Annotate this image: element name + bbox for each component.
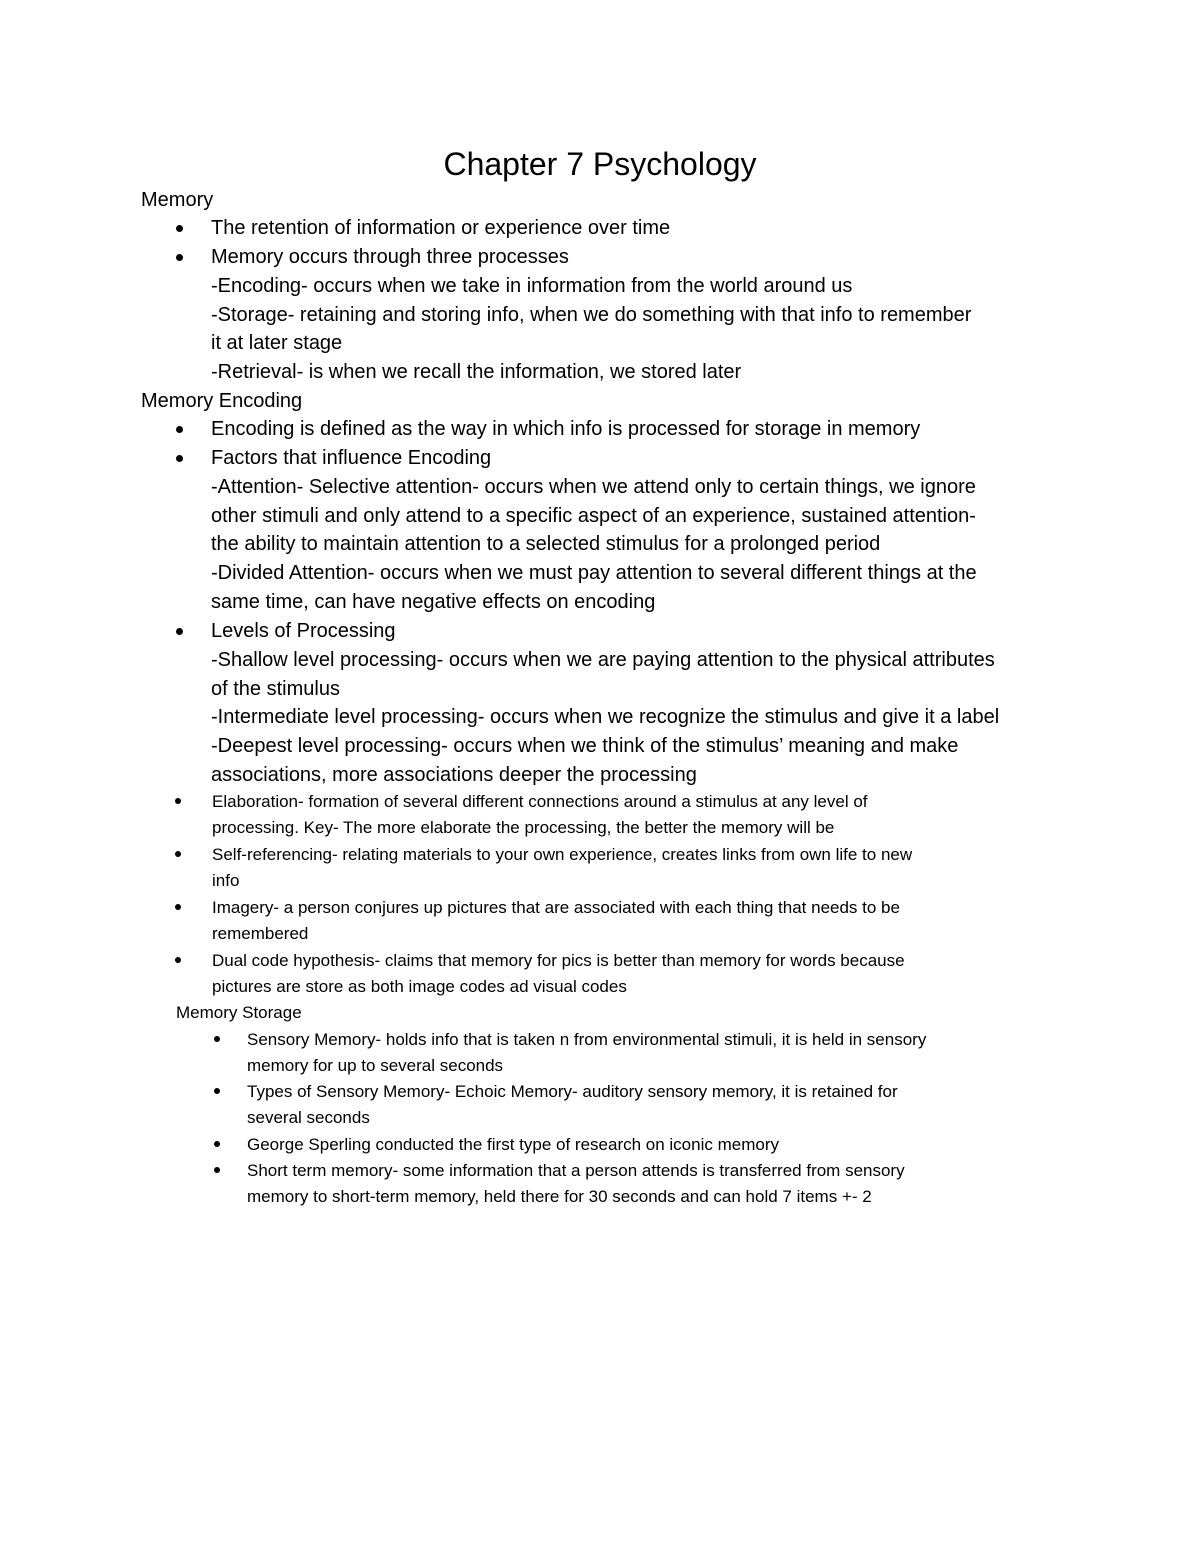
- list-item-line: other stimuli and only attend to a specific aspect of an experience, sustained attention-: [211, 504, 976, 527]
- list-item: [212, 842, 912, 894]
- section-heading-memory: Memory: [141, 189, 214, 211]
- list-item: [212, 948, 905, 1000]
- bullet-icon: [175, 957, 181, 963]
- bullet-icon: [214, 1167, 220, 1173]
- bullet-icon: [175, 904, 181, 910]
- bullet-icon: [176, 225, 183, 232]
- list-item: [247, 1027, 926, 1079]
- list-item-line: it at later stage: [211, 332, 343, 355]
- list-item-line: the ability to maintain attention to a selected stimulus for a prolonged period: [211, 533, 881, 556]
- bullet-icon: [214, 1036, 220, 1042]
- list-item-line: info: [212, 871, 240, 890]
- list-item-line: Levels of Processing: [211, 620, 396, 642]
- list-item-line: -Retrieval- is when we recall the information, we stored later: [211, 361, 742, 384]
- bullet-icon: [176, 426, 183, 433]
- bullet-icon: [176, 455, 183, 462]
- list-item-line: The retention of information or experience over time: [211, 217, 671, 239]
- list-item-line: -Encoding- occurs when we take in information from the world around us: [211, 274, 853, 297]
- list-item: [211, 214, 670, 243]
- list-item-line: memory for up to several seconds: [247, 1056, 504, 1075]
- bullet-icon: [176, 628, 183, 635]
- bullet-icon: [214, 1141, 220, 1147]
- list-item-line: -Intermediate level processing- occurs when we recognize the stimulus and give it a label: [211, 706, 1000, 729]
- list-item: [247, 1158, 905, 1210]
- list-item-line: several seconds: [247, 1108, 370, 1127]
- list-item: [211, 444, 977, 617]
- list-item-line: memory to short-term memory, held there for 30 seconds and can hold 7 items +- 2: [247, 1187, 872, 1206]
- list-item-line: Memory occurs through three processes: [211, 246, 569, 268]
- list-item-line: Short term memory- some information that a person attends is transferred from sensory: [247, 1161, 905, 1180]
- bullet-icon: [175, 851, 181, 857]
- page-title: Chapter 7 Psychology: [443, 146, 757, 182]
- list-item-line: -Storage- retaining and storing info, when we do something with that info to remember: [211, 303, 972, 326]
- list-item: [211, 243, 971, 387]
- list-item-line: Factors that influence Encoding: [211, 447, 492, 469]
- list-item-line: associations, more associations deeper the processing: [211, 763, 697, 786]
- section-heading-memory-encoding: Memory Encoding: [141, 390, 303, 412]
- list-item-line: George Sperling conducted the first type of research on iconic memory: [247, 1135, 779, 1154]
- list-item: [212, 895, 900, 947]
- list-item-line: Self-referencing- relating materials to your own experience, creates links from own life to new: [212, 845, 913, 864]
- section-heading-memory-storage: Memory Storage: [176, 1003, 302, 1022]
- list-item-line: Dual code hypothesis- claims that memory for pics is better than memory for words because: [212, 951, 905, 970]
- list-item-line: Encoding is defined as the way in which info is processed for storage in memory: [211, 418, 921, 440]
- list-item-line: Imagery- a person conjures up pictures that are associated with each thing that needs to be: [212, 898, 900, 917]
- list-item-line: of the stimulus: [211, 677, 340, 700]
- list-item: [247, 1079, 898, 1131]
- list-item-line: -Shallow level processing- occurs when we are paying attention to the physical attributes: [211, 648, 995, 671]
- list-item-line: same time, can have negative effects on encoding: [211, 590, 656, 613]
- list-item-line: remembered: [212, 924, 309, 943]
- list-item-line: Sensory Memory- holds info that is taken n from environmental stimuli, it is held in sensory: [247, 1030, 927, 1049]
- list-item-line: Elaboration- formation of several different connections around a stimulus at any level of: [212, 792, 868, 811]
- list-item-line: processing. Key- The more elaborate the processing, the better the memory will be: [212, 818, 835, 837]
- list-item-line: -Divided Attention- occurs when we must pay attention to several different things at the: [211, 562, 977, 585]
- bullet-icon: [175, 798, 181, 804]
- list-item-line: -Deepest level processing- occurs when we think of the stimulus’ meaning and make: [211, 735, 959, 758]
- list-item: [211, 617, 999, 790]
- bullet-icon: [176, 254, 183, 261]
- bullet-icon: [214, 1088, 220, 1094]
- list-item-line: pictures are store as both image codes ad visual codes: [212, 977, 627, 996]
- list-item: [247, 1132, 779, 1158]
- list-item-line: Types of Sensory Memory- Echoic Memory- auditory sensory memory, it is retained for: [247, 1082, 898, 1101]
- list-item: [211, 415, 920, 444]
- list-item-line: -Attention- Selective attention- occurs when we attend only to certain things, we ignore: [211, 475, 976, 498]
- list-item: [212, 789, 868, 841]
